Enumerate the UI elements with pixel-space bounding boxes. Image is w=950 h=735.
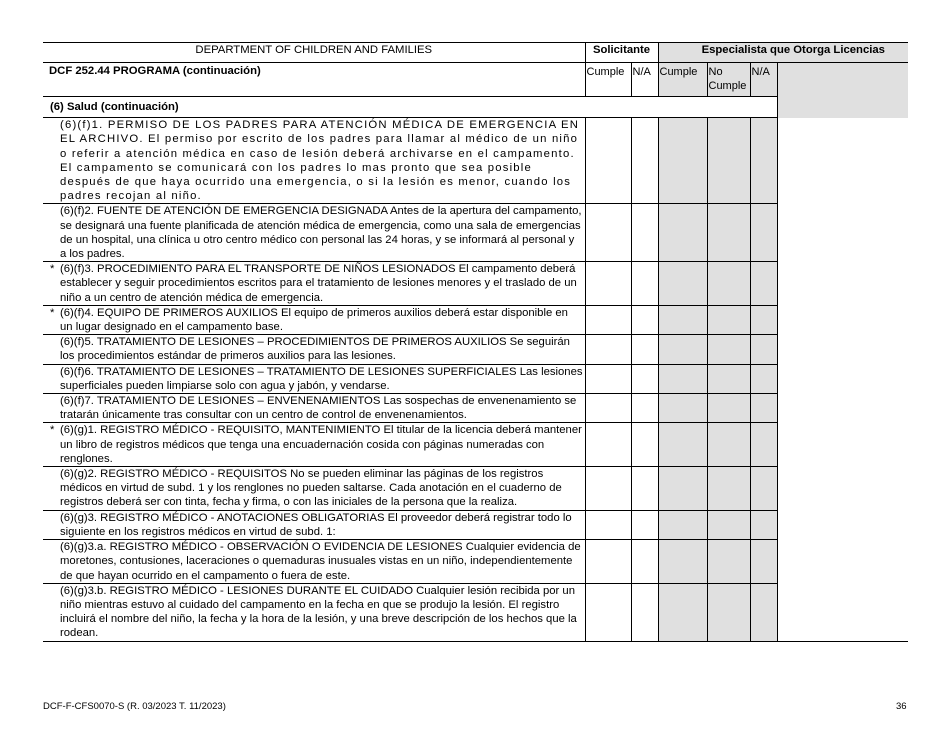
specialist-na-header: N/A xyxy=(750,63,777,97)
section-title: (6) Salud (continuación) xyxy=(43,97,777,118)
applicant-cumple-header: Cumple xyxy=(585,63,631,97)
applicant-cumple-cell[interactable] xyxy=(585,335,631,364)
table-row xyxy=(43,423,908,467)
table-row xyxy=(43,510,908,539)
specialist-no-cumple-cell[interactable] xyxy=(707,335,750,364)
required-star: * xyxy=(50,424,55,437)
applicant-na-cell[interactable] xyxy=(631,510,658,539)
grey-block xyxy=(777,63,908,118)
specialist-cumple-header: Cumple xyxy=(658,63,707,97)
specialist-no-cumple-cell[interactable] xyxy=(707,262,750,306)
specialist-cumple-cell[interactable] xyxy=(658,423,707,467)
specialist-na-cell[interactable] xyxy=(750,305,777,334)
applicant-cumple-cell[interactable] xyxy=(585,583,631,641)
specialist-cumple-cell[interactable] xyxy=(658,305,707,334)
applicant-cumple-cell[interactable] xyxy=(585,118,631,204)
applicant-na-cell[interactable] xyxy=(631,467,658,511)
row-text: (6)(g)3.a. REGISTRO MÉDICO - OBSERVACIÓN O EVIDENCIA DE LESIONES Cualquier evidencia de moretones, contusiones, laceraciones o quemaduras inusuales vistas en un niño, independientemente de que hayan ocurrido en el campamento o fuera de este. xyxy=(60,541,581,582)
specialist-na-cell[interactable] xyxy=(750,118,777,204)
applicant-na-header: N/A xyxy=(631,63,658,97)
table-row xyxy=(43,262,908,306)
row-text: (6)(f)5. TRATAMIENTO DE LESIONES – PROCEDIMIENTOS DE PRIMEROS AUXILIOS Se seguirán los procedimientos estándar de primeros auxilios para las lesiones. xyxy=(60,336,570,363)
table-row xyxy=(43,540,908,584)
specialist-cumple-cell[interactable] xyxy=(658,364,707,393)
specialist-na-cell[interactable] xyxy=(750,394,777,423)
program-title: DCF 252.44 PROGRAMA (continuación) xyxy=(43,63,585,97)
applicant-na-cell[interactable] xyxy=(631,423,658,467)
table-row xyxy=(43,583,908,641)
specialist-na-cell[interactable] xyxy=(750,335,777,364)
specialist-no-cumple-cell[interactable] xyxy=(707,364,750,393)
applicant-cumple-cell[interactable] xyxy=(585,262,631,306)
applicant-na-cell[interactable] xyxy=(631,394,658,423)
required-star: * xyxy=(50,263,55,276)
specialist-no-cumple-cell[interactable] xyxy=(707,540,750,584)
table-row xyxy=(43,305,908,334)
specialist-no-cumple-cell[interactable] xyxy=(707,305,750,334)
applicant-header: Solicitante xyxy=(585,43,658,63)
row-text: (6)(g)2. REGISTRO MÉDICO - REQUISITOS No se pueden eliminar las páginas de los registros médicos en virtud de subd. 1 y los renglones no pueden saltarse. Cada anotación en el cuaderno de registros deberá ser con tinta, fecha y firma, o con las iniciales de la persona que la realiza. xyxy=(60,468,562,509)
applicant-na-cell[interactable] xyxy=(631,305,658,334)
applicant-na-cell[interactable] xyxy=(631,118,658,204)
table-row xyxy=(43,204,908,262)
applicant-na-cell[interactable] xyxy=(631,204,658,262)
applicant-cumple-cell[interactable] xyxy=(585,305,631,334)
specialist-no-cumple-cell[interactable] xyxy=(707,204,750,262)
specialist-cumple-cell[interactable] xyxy=(658,262,707,306)
applicant-na-cell[interactable] xyxy=(631,335,658,364)
row-text: (6)(g)1. REGISTRO MÉDICO - REQUISITO, MANTENIMIENTO El titular de la licencia deberá mantener un libro de registros médicos que tenga una encuadernación cosida con páginas numeradas con renglones. xyxy=(60,424,582,465)
row-text: (6)(f)2. FUENTE DE ATENCIÓN DE EMERGENCIA DESIGNADA Antes de la apertura del campamento, se designará una fuente planificada de atención médica de emergencia, como una sala de emergencias de un hospital, una clínica u otro centro médico con personal las 24 horas, y se informará al personal y a los padres. xyxy=(60,205,582,261)
applicant-cumple-cell[interactable] xyxy=(585,467,631,511)
applicant-cumple-cell[interactable] xyxy=(585,204,631,262)
specialist-no-cumple-cell[interactable] xyxy=(707,583,750,641)
specialist-na-cell[interactable] xyxy=(750,467,777,511)
specialist-no-cumple-cell[interactable] xyxy=(707,423,750,467)
applicant-cumple-cell[interactable] xyxy=(585,540,631,584)
specialist-cumple-cell[interactable] xyxy=(658,335,707,364)
table-row xyxy=(43,394,908,423)
specialist-cumple-cell[interactable] xyxy=(658,583,707,641)
specialist-na-cell[interactable] xyxy=(750,583,777,641)
applicant-na-cell[interactable] xyxy=(631,583,658,641)
row-text: (6)(g)3. REGISTRO MÉDICO - ANOTACIONES OBLIGATORIAS El proveedor deberá registrar todo lo siguiente en los registros médicos en virtud de subd. 1: xyxy=(60,511,572,538)
specialist-no-cumple-header: No Cumple xyxy=(707,63,750,97)
row-text: (6)(f)4. EQUIPO DE PRIMEROS AUXILIOS El equipo de primeros auxilios deberá estar disponible en un lugar designado en el campamento base. xyxy=(60,306,568,334)
applicant-na-cell[interactable] xyxy=(631,262,658,306)
applicant-cumple-cell[interactable] xyxy=(585,510,631,539)
page-number: 36 xyxy=(896,701,907,712)
form-id: DCF-F-CFS0070-S (R. 03/2023 T. 11/2023) xyxy=(43,701,226,712)
specialist-no-cumple-cell[interactable] xyxy=(707,118,750,204)
specialist-cumple-cell[interactable] xyxy=(658,394,707,423)
program-row xyxy=(43,63,908,97)
checklist-table xyxy=(43,42,908,642)
specialist-cumple-cell[interactable] xyxy=(658,510,707,539)
applicant-cumple-cell[interactable] xyxy=(585,364,631,393)
table-row xyxy=(43,335,908,364)
specialist-na-cell[interactable] xyxy=(750,510,777,539)
table-row xyxy=(43,118,908,204)
row-text: (6)(f)3. PROCEDIMIENTO PARA EL TRANSPORTE DE NIÑOS LESIONADOS El campamento deberá establecer y seguir procedimientos escritos para el tratamiento de lesiones menores y el traslado de un niño a un centro de atención médica de emergencia. xyxy=(60,263,577,304)
row-text: (6)(f)7. TRATAMIENTO DE LESIONES – ENVENENAMIENTOS Las sospechas de envenenamiento se tratarán únicamente tras consultar con un centro de control de envenenamientos. xyxy=(60,395,577,422)
row-text: (6)(f)6. TRATAMIENTO DE LESIONES – TRATAMIENTO DE LESIONES SUPERFICIALES Las lesiones superficiales pueden limpiarse solo con agua y jabón, y vendarse. xyxy=(60,365,583,392)
table-row xyxy=(43,467,908,511)
specialist-header: Especialista que Otorga Licencias xyxy=(658,43,908,63)
specialist-no-cumple-cell[interactable] xyxy=(707,467,750,511)
header-row xyxy=(43,43,908,63)
table-row xyxy=(43,364,908,393)
row-text: (6)(g)3.b. REGISTRO MÉDICO - LESIONES DURANTE EL CUIDADO Cualquier lesión recibida por un niño mientras estuvo al cuidado del campamento en la fecha en que se produjo la lesión. El registro incluirá el nombre del niño, la fecha y la hora de la lesión, y una breve descripción de los hechos que la rodean. xyxy=(60,584,577,640)
specialist-na-cell[interactable] xyxy=(750,364,777,393)
department-title: DEPARTMENT OF CHILDREN AND FAMILIES xyxy=(43,43,585,63)
applicant-cumple-cell[interactable] xyxy=(585,423,631,467)
specialist-na-cell[interactable] xyxy=(750,204,777,262)
row-text: (6)(f)1. PERMISO DE LOS PADRES PARA ATENCIÓN MÉDICA DE EMERGENCIA EN EL ARCHIVO. El permiso por escrito de los padres para llamar al médico de un niño o referir a atención médica en caso de lesión deberá archivarse en el campamento. El campamento se comunicará con los padres lo mas pronto que sea posible después de que haya ocurrido una emergencia, o si la lesión es menor, cuando los padres recojan al niño. xyxy=(60,119,580,203)
specialist-no-cumple-cell[interactable] xyxy=(707,394,750,423)
specialist-cumple-cell[interactable] xyxy=(658,540,707,584)
specialist-na-cell[interactable] xyxy=(750,262,777,306)
applicant-cumple-cell[interactable] xyxy=(585,394,631,423)
specialist-cumple-cell[interactable] xyxy=(658,467,707,511)
required-star: * xyxy=(50,306,55,319)
specialist-cumple-cell[interactable] xyxy=(658,118,707,204)
specialist-no-cumple-cell[interactable] xyxy=(707,510,750,539)
specialist-cumple-cell[interactable] xyxy=(658,204,707,262)
specialist-na-cell[interactable] xyxy=(750,540,777,584)
applicant-na-cell[interactable] xyxy=(631,364,658,393)
specialist-na-cell[interactable] xyxy=(750,423,777,467)
applicant-na-cell[interactable] xyxy=(631,540,658,584)
